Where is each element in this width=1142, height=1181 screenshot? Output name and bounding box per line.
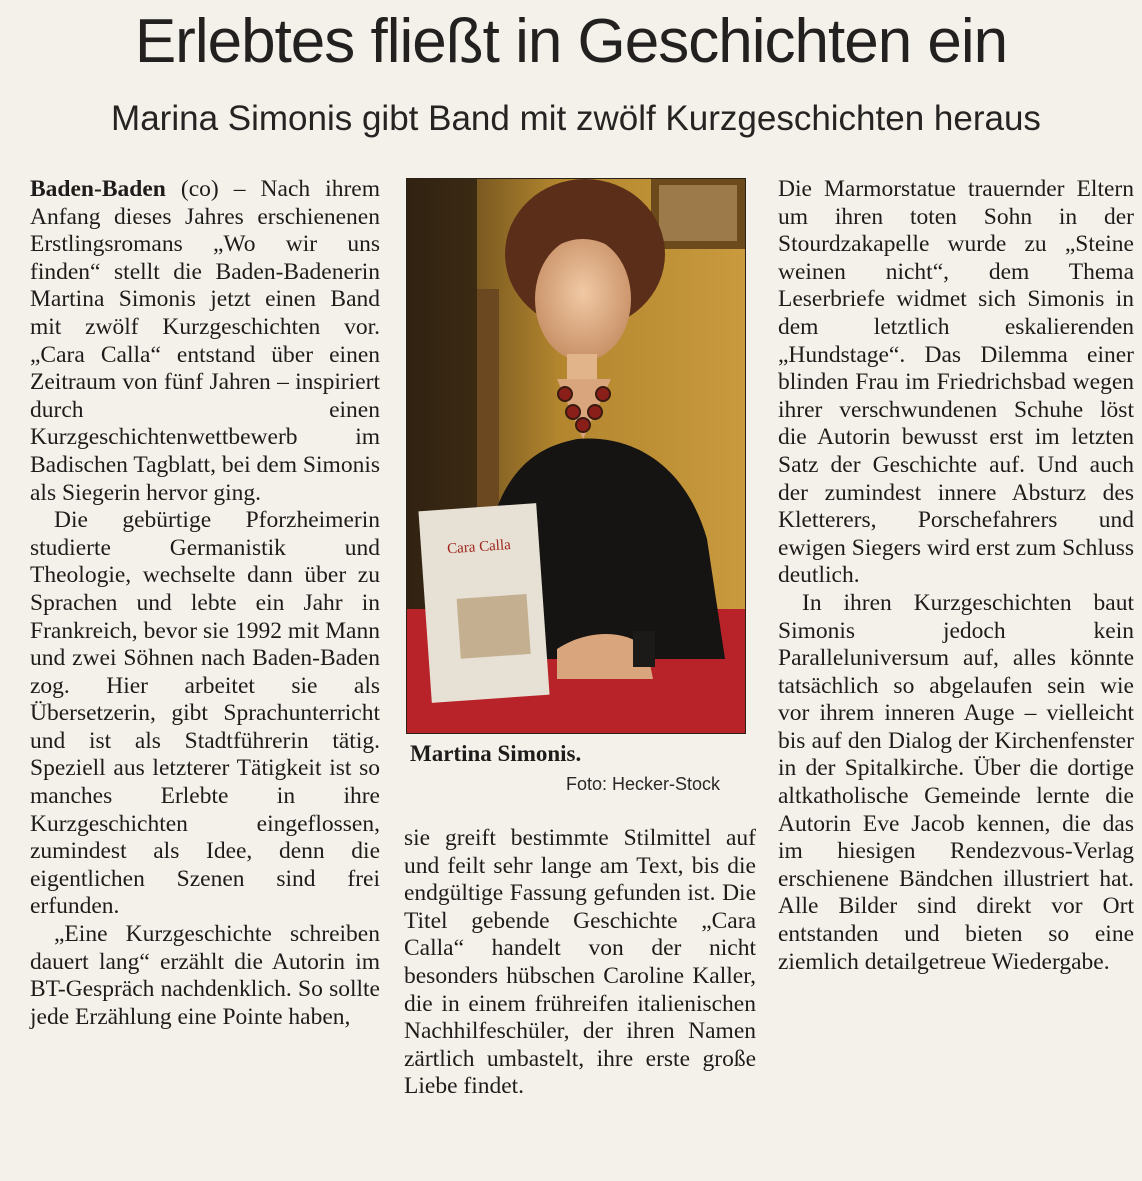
paragraph-4: sie greift bestimmte Stilmittel auf und feilt sehr lange am Text, bis die endgültige Fassung gefunden ist. Die Titel gebende Geschichte „Cara Calla“ handelt von der nicht besonders hübschen Caroline Kaller, die in einem frühreifen italienischen Nachhilfeschüler, der ihren Namen zärtlich umbastelt, ihre erste große Liebe findet. — [404, 825, 756, 1100]
paragraph-1-text: (co) – Nach ihrem Anfang dieses Jahres erschienenen Erstlingsromans „Wo wir uns finden“ stellt die Baden-Badenerin Martina Simonis jetzt einen Band mit zwölf Kurzgeschichten vor. „Cara Calla“ entstand über einen Zeitraum von fünf Jahren – inspiriert durch einen Kurzgeschichtenwettbewerb im Badischen Tagblatt, bei dem Simonis als Siegerin hervor ging. — [30, 176, 380, 506]
paragraph-1 — [30, 176, 380, 507]
paragraph-3: „Eine Kurzgeschichte schreiben dauert lang“ erzählt die Autorin im BT-Gespräch nachdenklich. So sollte jede Erzählung eine Pointe haben, — [30, 921, 380, 1030]
paragraph-6: In ihren Kurzgeschichten baut Simonis jedoch kein Paralleluniversum auf, alles könnte tatsächlich so abgelaufen sein wie vor ihrem inneren Auge – vielleicht bis auf den Dialog der Kirchenfenster in der Spitalkirche. Über die dortige altkatholische Gemeinde lernte die Autorin Eve Jacob kennen, die das im hiesigen Rendezvous-Verlag erschienene Bändchen illustriert hat. Alle Bilder sind direkt vor Ort entstanden und bieten so eine ziemlich detailgetreue Wiedergabe. — [778, 589, 1134, 975]
article-column-3 — [778, 176, 1134, 976]
subheadline: Marina Simonis gibt Band mit zwölf Kurzgeschichten heraus — [111, 99, 1041, 138]
author-photo-image — [407, 179, 745, 733]
book-title: Cara Calla — [446, 537, 512, 558]
article-column-1 — [30, 176, 380, 1031]
paragraph-5: Die Marmorstatue trauernder Eltern um ihren toten Sohn in der Stourdzakapelle wurde zu „Steine weinen nicht“, dem Thema Leserbriefe widmet sich Simonis in dem letztlich eskalierenden „Hundstage“. Das Dilemma einer blinden Frau im Friedrichsbad wegen ihrer verschwundenen Schuhe löst die Autorin bewusst erst im letzten Satz der Geschichte auf. Und auch der zumindest innere Absturz des Kletterers, Porschefahrers und ewigen Siegers wird erst zum Schluss deutlich. — [778, 176, 1134, 589]
photo-credit: Foto: Hecker-Stock — [566, 774, 721, 794]
photo-caption: Martina Simonis. — [410, 741, 582, 766]
article-column-2 — [404, 825, 756, 1101]
author-photo — [406, 178, 746, 734]
dateline: Baden-Baden — [30, 176, 166, 202]
paragraph-2: Die gebürtige Pforzheimerin studierte Germanistik und Theologie, wechselte dann über zu Sprachen und lebte ein Jahr in Frankreich, bevor sie 1992 mit Mann und zwei Söhnen nach Baden-Baden zog. Hier arbeitet sie als Übersetzerin, gibt Sprachunterricht und ist als Stadtführerin tätig. Speziell aus letzterer Tätigkeit ist so manches Erlebte in ihre Kurzgeschichten eingeflossen, zumindest als Idee, denn die eigentlichen Szenen sind frei erfunden. — [30, 507, 380, 920]
headline: Erlebtes fließt in Geschichten ein — [134, 7, 1008, 76]
